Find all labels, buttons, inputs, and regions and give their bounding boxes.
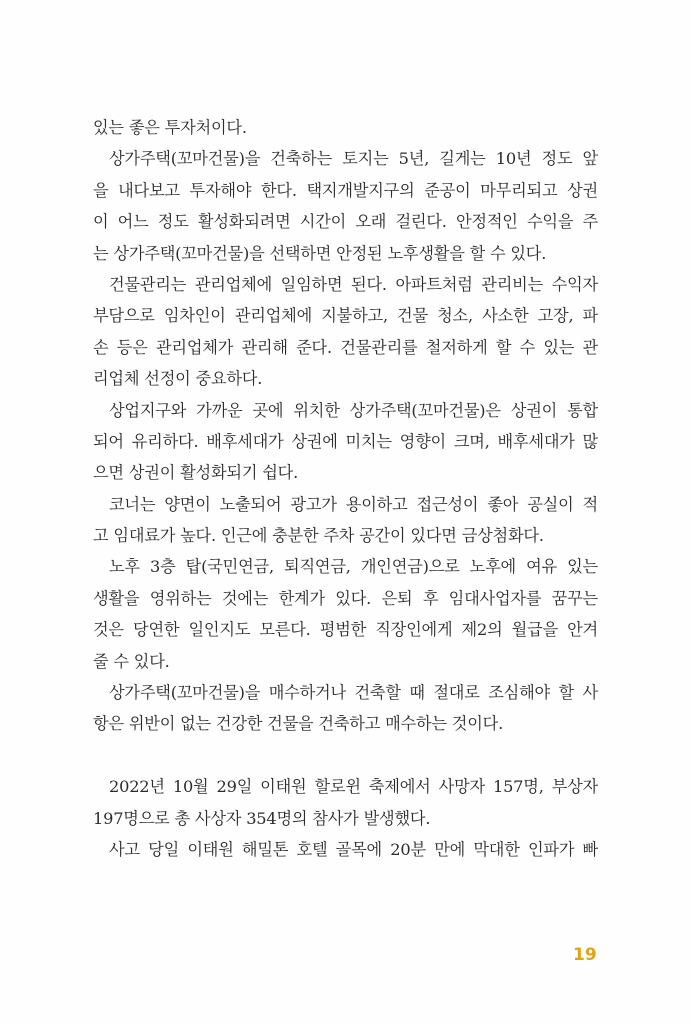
text-line: 을 내다보고 투자해야 한다. 택지개발지구의 준공이 마무리되고 상권 xyxy=(93,180,598,200)
text-line: 이 어느 정도 활성화되려면 시간이 오래 걸린다. 안정적인 수익을 주 xyxy=(93,212,598,232)
text-line: 손 등은 관리업체가 관리해 준다. 건물관리를 철저하게 할 수 있는 관 xyxy=(93,337,598,357)
text-line: 되어 유리하다. 배후세대가 상권에 미치는 영향이 크며, 배후세대가 많 xyxy=(93,431,598,451)
text-line: 사고 당일 이태원 해밀톤 호텔 골목에 20분 만에 막대한 인파가 빠 xyxy=(109,839,598,859)
paragraph-gap xyxy=(93,740,598,771)
paragraph xyxy=(93,677,598,740)
text-line: 상가주택(꼬마건물)을 매수하거나 건축할 때 절대로 조심해야 할 사 xyxy=(109,683,598,703)
text-line: 부담으로 임차인이 관리업체에 지불하고, 건물 청소, 사소한 고장, 파 xyxy=(93,306,598,326)
text-line: 상가주택(꼬마건물)을 건축하는 토지는 5년, 길게는 10년 정도 앞 xyxy=(109,149,598,169)
body-text xyxy=(93,112,598,865)
text-line: 리업체 선정이 중요하다. xyxy=(93,369,263,389)
paragraph xyxy=(93,395,598,489)
text-line: 있는 좋은 투자처이다. xyxy=(93,118,247,137)
paragraph xyxy=(93,269,598,395)
paragraph xyxy=(93,771,598,834)
paragraph xyxy=(93,834,598,865)
text-line: 2022년 10월 29일 이태원 할로윈 축제에서 사망자 157명, 부상자 xyxy=(109,777,598,797)
text-line: 197명으로 총 사상자 354명의 참사가 발생했다. xyxy=(93,808,431,828)
text-line: 고 임대료가 높다. 인근에 충분한 주차 공간이 있다면 금상첨화다. xyxy=(93,526,544,546)
text-line: 줄 수 있다. xyxy=(93,651,170,671)
paragraph xyxy=(93,489,598,552)
text-line: 상업지구와 가까운 곳에 위치한 상가주택(꼬마건물)은 상권이 통합 xyxy=(109,400,598,420)
text-line: 건물관리는 관리업체에 일임하면 된다. 아파트처럼 관리비는 수익자 xyxy=(109,274,598,294)
text-line: 코너는 양면이 노출되어 광고가 용이하고 접근성이 좋아 공실이 적 xyxy=(109,494,598,514)
page-number: 19 xyxy=(573,945,597,965)
text-line: 으면 상권이 활성화되기 쉽다. xyxy=(93,463,299,483)
paragraph xyxy=(93,551,598,677)
text-line: 생활을 영위하는 것에는 한계가 있다. 은퇴 후 임대사업자를 꿈꾸는 xyxy=(93,588,598,608)
text-line: 노후 3층 탑(국민연금, 퇴직연금, 개인연금)으로 노후에 여유 있는 xyxy=(109,557,598,577)
paragraph xyxy=(93,143,598,269)
text-line: 것은 당연한 일인지도 모른다. 평범한 직장인에게 제2의 월급을 안겨 xyxy=(93,620,598,640)
text-line: 항은 위반이 없는 건강한 건물을 건축하고 매수하는 것이다. xyxy=(93,714,504,734)
paragraph xyxy=(93,112,598,143)
text-line: 는 상가주택(꼬마건물)을 선택하면 안정된 노후생활을 할 수 있다. xyxy=(93,243,547,263)
